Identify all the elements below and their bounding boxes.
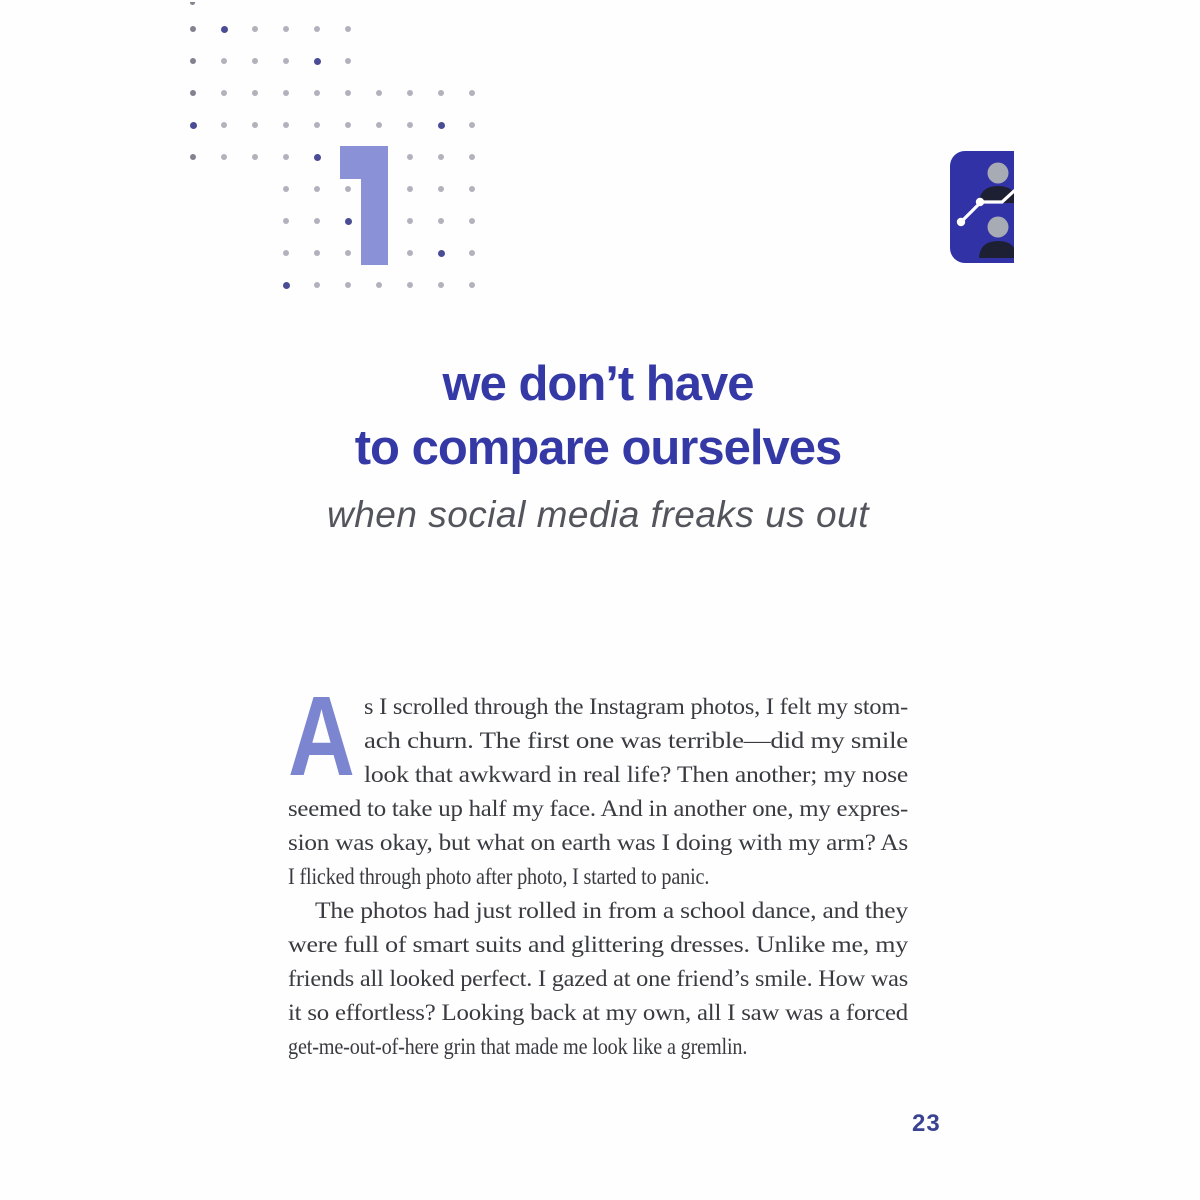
grid-dot bbox=[314, 250, 320, 256]
grid-dot bbox=[438, 282, 444, 288]
grid-dot bbox=[252, 154, 258, 160]
body-line: The photos had just rolled in from a school dance, and they bbox=[315, 898, 908, 923]
grid-dot bbox=[283, 218, 289, 224]
grid-dot bbox=[345, 26, 351, 32]
grid-dot bbox=[345, 58, 351, 64]
chapter-subtitle: when social media freaks us out bbox=[327, 494, 869, 535]
grid-dot bbox=[314, 58, 321, 65]
grid-dot bbox=[376, 122, 382, 128]
numeral-stem bbox=[361, 146, 388, 265]
body-line: s I scrolled through the Instagram photos, I felt my stom- bbox=[364, 694, 908, 719]
grid-dot bbox=[438, 122, 445, 129]
grid-dot bbox=[438, 186, 444, 192]
body-line: seemed to take up half my face. And in another one, my expres- bbox=[288, 796, 908, 821]
body-line: were full of smart suits and glittering dresses. Unlike me, my bbox=[288, 932, 908, 957]
grid-dot bbox=[438, 218, 444, 224]
grid-dot bbox=[190, 58, 196, 64]
grid-dot bbox=[283, 186, 289, 192]
chapter-title-line1: we don’t have bbox=[442, 357, 754, 411]
grid-dot bbox=[221, 154, 227, 160]
drop-cap: A bbox=[288, 673, 355, 799]
grid-dot bbox=[314, 282, 320, 288]
grid-dot bbox=[283, 154, 289, 160]
grid-dot bbox=[314, 122, 320, 128]
grid-dot bbox=[469, 122, 475, 128]
people-connection-icon bbox=[950, 151, 1014, 263]
grid-dot bbox=[407, 186, 413, 192]
grid-dot bbox=[190, 154, 196, 160]
grid-dot bbox=[190, 122, 197, 129]
body-line: friends all looked perfect. I gazed at one friend’s smile. How was bbox=[288, 966, 908, 991]
grid-dot bbox=[283, 122, 289, 128]
grid-dot bbox=[221, 90, 227, 96]
grid-dot bbox=[469, 90, 475, 96]
grid-dot bbox=[469, 186, 475, 192]
grid-dot bbox=[469, 282, 475, 288]
grid-dot bbox=[314, 26, 320, 32]
body-line: ach churn. The first one was terrible—did my smile bbox=[364, 728, 908, 753]
grid-dot bbox=[469, 218, 475, 224]
grid-dot bbox=[407, 282, 413, 288]
grid-dot bbox=[252, 122, 258, 128]
grid-dot bbox=[190, 90, 196, 96]
body-line: it so effortless? Looking back at my own, all I saw was a forced bbox=[288, 1000, 908, 1025]
grid-dot bbox=[407, 122, 413, 128]
page-number: 23 bbox=[912, 1110, 941, 1137]
chapter-title-line2: to compare ourselves bbox=[354, 421, 842, 475]
grid-dot bbox=[252, 58, 258, 64]
grid-dot bbox=[376, 282, 382, 288]
grid-dot bbox=[469, 154, 475, 160]
grid-dot bbox=[283, 58, 289, 64]
grid-dot bbox=[407, 218, 413, 224]
grid-dot bbox=[407, 154, 413, 160]
chapter-title bbox=[288, 352, 908, 480]
grid-dot bbox=[438, 90, 444, 96]
grid-dot bbox=[407, 250, 413, 256]
grid-dot bbox=[283, 90, 289, 96]
grid-dot bbox=[190, 26, 196, 32]
body-line: get-me-out-of-here grin that made me look like a gremlin. bbox=[288, 1034, 748, 1059]
grid-dot bbox=[252, 26, 258, 32]
grid-dot bbox=[407, 90, 413, 96]
grid-dot bbox=[314, 154, 321, 161]
grid-dot bbox=[314, 218, 320, 224]
grid-dot bbox=[283, 26, 289, 32]
grid-dot bbox=[345, 90, 351, 96]
grid-dot bbox=[221, 58, 227, 64]
grid-dot bbox=[469, 250, 475, 256]
grid-dot bbox=[438, 250, 445, 257]
grid-dot bbox=[221, 26, 228, 33]
grid-dot bbox=[221, 122, 227, 128]
body-line: I flicked through photo after photo, I started to panic. bbox=[288, 864, 710, 889]
body-line: look that awkward in real life? Then another; my nose bbox=[364, 762, 908, 787]
grid-dot bbox=[345, 122, 351, 128]
grid-dot bbox=[314, 90, 320, 96]
grid-dot bbox=[376, 90, 382, 96]
chapter-number bbox=[340, 146, 388, 265]
grid-dot bbox=[438, 154, 444, 160]
body-text bbox=[288, 673, 908, 1064]
body-line: sion was okay, but what on earth was I doing with my arm? As bbox=[288, 830, 908, 855]
grid-dot bbox=[345, 282, 351, 288]
grid-dot bbox=[252, 90, 258, 96]
grid-dot bbox=[283, 282, 290, 289]
grid-dot bbox=[190, 2, 195, 5]
grid-dot bbox=[283, 250, 289, 256]
grid-dot bbox=[314, 186, 320, 192]
